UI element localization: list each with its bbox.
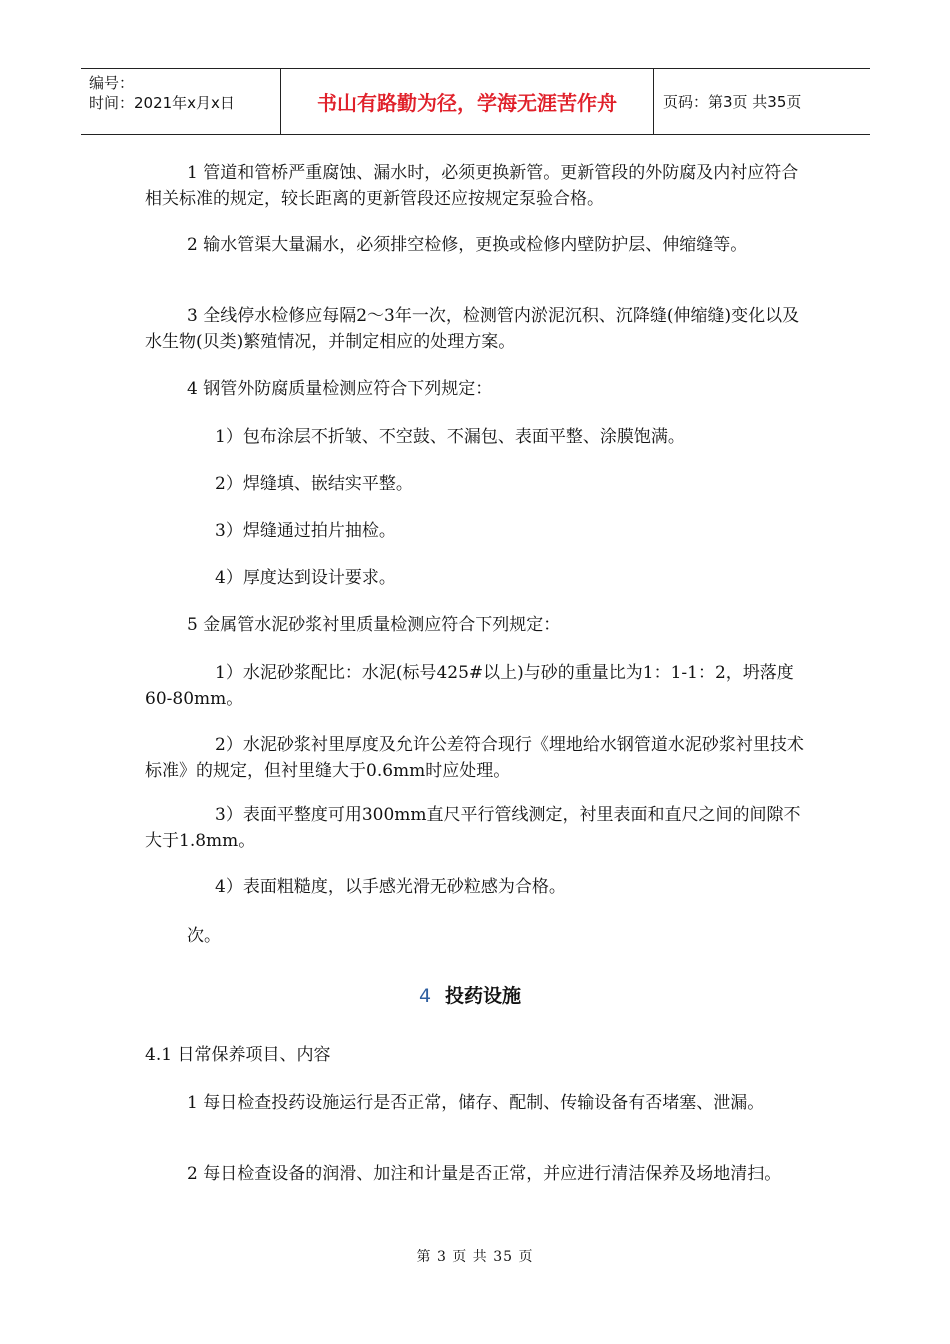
section-paragraph-2: 2 每日检查设备的润滑、加注和计量是否正常，并应进行清洁保养及场地清扫。	[187, 1164, 782, 1184]
paragraph-2: 2 输水管渠大量漏水，必须排空检修，更换或检修内壁防护层、伸缩缝等。	[187, 235, 748, 255]
paragraph-3: 3 全线停水检修应每隔2～3年一次，检测管内淤泥沉积、沉降缝(伸缩缝)变化以及水生物(贝类)繁殖情况，并制定相应的处理方案。	[145, 306, 800, 352]
header-motto: 书山有路勤为径，学海无涯苦作舟	[281, 69, 654, 134]
list-item: 3）焊缝通过拍片抽检。	[215, 521, 396, 541]
list-item: 4）厚度达到设计要求。	[215, 568, 396, 588]
section-title: 投药设施	[445, 985, 522, 1007]
list-item: 2）焊缝填、嵌结实平整。	[215, 474, 413, 494]
page-header	[81, 68, 870, 135]
page-footer: 第 3 页 共 35 页	[416, 1249, 534, 1265]
header-page-info: 页码：第3页 共35页	[663, 93, 802, 111]
section-number: 4	[418, 985, 432, 1007]
paragraph-tail: 次。	[187, 926, 221, 946]
list-item: 1）水泥砂浆配比：水泥(标号425#以上)与砂的重量比为1：1-1：2，坍落度60-80mm。	[145, 663, 794, 709]
list-item: 1）包布涂层不折皱、不空鼓、不漏包、表面平整、涂膜饱满。	[215, 427, 685, 447]
paragraph-5: 5 金属管水泥砂浆衬里质量检测应符合下列规定：	[187, 615, 561, 635]
document-date: 时间：2021年x月x日	[89, 94, 235, 112]
list-item: 4）表面粗糙度，以手感光滑无砂粒感为合格。	[215, 877, 566, 897]
header-meta	[81, 69, 281, 134]
list-item: 2）水泥砂浆衬里厚度及允许公差符合现行《埋地给水钢管道水泥砂浆衬里技术标准》的规定，但衬里缝大于0.6mm时应处理。	[145, 735, 804, 781]
section-paragraph-1: 1 每日检查投药设施运行是否正常，储存、配制、传输设备有否堵塞、泄漏。	[187, 1093, 765, 1113]
paragraph-1: 1 管道和管桥严重腐蚀、漏水时，必须更换新管。更新管段的外防腐及内衬应符合相关标准的规定，较长距离的更新管段还应按规定泵验合格。	[145, 163, 799, 209]
paragraph-4: 4 钢管外防腐质量检测应符合下列规定：	[187, 379, 493, 399]
list-item: 3）表面平整度可用300mm直尺平行管线测定，衬里表面和直尺之间的间隙不大于1.8mm。	[145, 805, 801, 851]
subsection-heading: 4.1 日常保养项目、内容	[145, 1045, 331, 1065]
document-number-label: 编号：	[89, 74, 135, 92]
section-heading	[120, 983, 820, 1009]
